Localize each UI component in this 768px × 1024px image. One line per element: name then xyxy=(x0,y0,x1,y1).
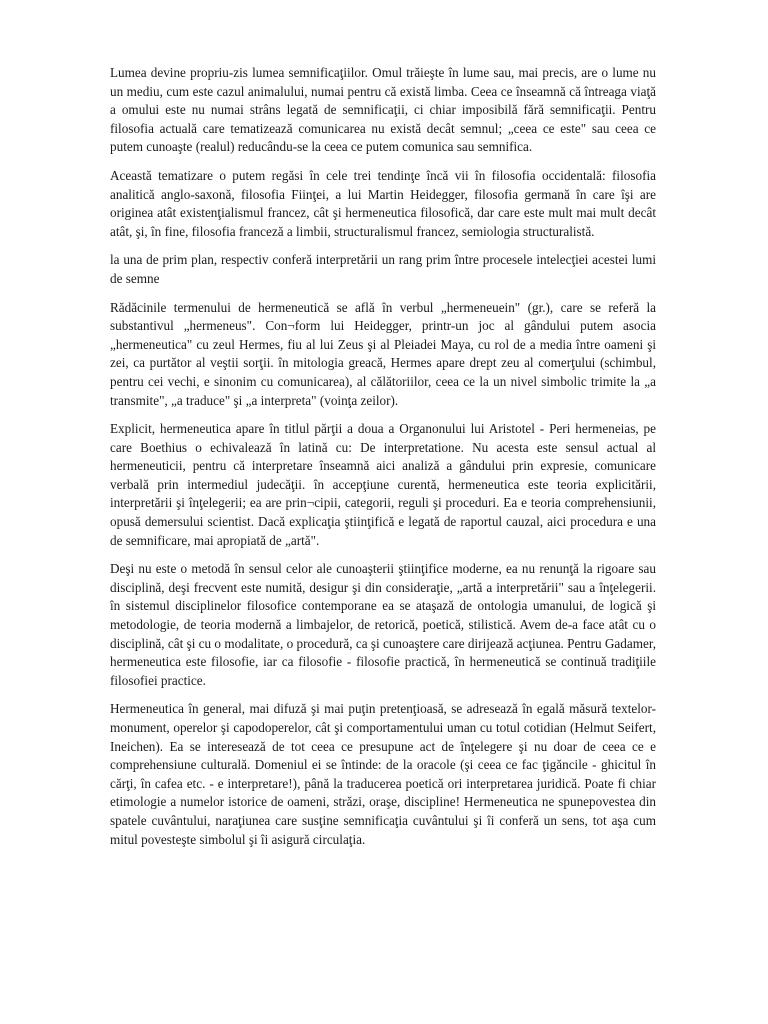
paragraph-radacini: Rădăcinile termenului de hermeneutică se află în verbul „hermeneuein" (gr.), care se referă la substantivul „hermeneus". Con¬form lui Heidegger, printr-un joc al gândului putem asocia „hermeneutica" cu zeul Hermes, fiu al lui Zeus şi al Pleiadei Maya, cu rol de a media între oameni şi zei, ca purtător al veştii sorţii. în mitologia greacă, Hermes apare drept zeu al comerţului (schimbul, pentru cei vechi, e sinonim cu comunicarea), al călătoriilor, ceea ce la un nivel simbolic trimite la „a transmite", „a traduce" şi „a interpreta" (voinţa zeilor). xyxy=(110,299,656,408)
document-page xyxy=(110,64,656,859)
paragraph-tematizare: Această tematizare o putem regăsi în cele trei tendinţe încă vii în filosofia occidentală: filosofia analitică anglo-saxonă, filosofia Fiinţei, a lui Martin Heidegger, filosofia germană în care îşi are originea atât existenţialismul francez, cât şi hermeneutica filosofică, dar care este mult mai mult decât atât, şi, în fine, filosofia franceză a limbii, structuralismul francez, semiologia structuralistă. xyxy=(110,167,656,239)
paragraph-hermeneutica-general: Hermeneutica în general, mai difuză şi mai puţin pretenţioasă, se adresează în egală măsură textelor-monument, operelor şi capodoperelor, cât şi comportamentului uman cu totul cotidian (Helmut Seifert, Ineichen). Ea se interesează de tot ceea ce presupune act de înţelegere şi nu doar de ceea ce e comprehensiune culturală. Domeniul ei se întinde: de la oracole (şi ceea ce fac ţigăncile - ghicitul în cărţi, în cafea etc. - e interpretare!), până la traducerea poetică ori interpretarea juridică. Poate fi chiar etimologie a numelor istorice de oameni, străzi, oraşe, discipline! Hermeneutica ne spunepovestea din spatele cuvântului, naraţiunea care susţine semnificaţia cuvântului şi îi conferă un sens, tot aşa cum mitul povesteşte simbolul şi îi asigură circulaţia. xyxy=(110,701,656,847)
paragraph-explicit: Explicit, hermeneutica apare în titlul părţii a doua a Organonului lui Aristotel - Peri hermeneias, pe care Boethius o echivalează în latină cu: De interpretatione. Nu acesta este sensul actual al hermeneuticii, pentru că interpretare înseamnă aici analiză a gândului prin expresie, comunicare verbală prin intermediul judecăţii. în accepţiune curentă, hermeneutica este teoria explicitării, interpretării şi înţelegerii; ea are prin¬cipii, categorii, reguli şi proceduri. Ea e teoria comprehensiunii, opusă demersului scientist. Dacă explicaţia ştiinţifică e legată de raportul cauzal, aici procedura e una de semnificare, mai apropiată de „artă". xyxy=(110,421,656,548)
paragraph-semnificatii: Lumea devine propriu-zis lumea semnificaţiilor. Omul trăieşte în lume sau, mai precis, are o lume nu un mediu, cum este cazul animalului, numai pentru că există limba. Ceea ce înseamnă că întreaga viaţă a omului este nu numai strâns legată de semnificaţii, ci chiar imposibilă fără semnificaţii. Pentru filosofia actuală care tematizează comunicarea nu există decât semnul; „ceea ce este" sau ceea ce putem cunoaşte (realul) reducându-se la ceea ce putem comunica sau semnifica. xyxy=(110,65,656,155)
paragraph-metoda: Deşi nu este o metodă în sensul celor ale cunoaşterii ştiinţifice moderne, ea nu renunţă la rigoare sau disciplină, deşi frecvent este numită, desigur şi din consideraţie, „artă a interpretării" sau a înţelegerii. în sistemul disciplinelor filosofice contemporane ea se ataşază de ontologia umanului, de logică şi metodologie, de teoria modernă a limbajelor, de retorică, poetică, stilistică. Avem de-a face atât cu o disciplină, cât şi cu o modalitate, o procedură, ca şi cunoaştere care dirijează acţiunea. Pentru Gadamer, hermeneutica este filosofie, iar ca filosofie - filosofie practică, în hermeneutică se continuă tradiţiile filosofiei practice. xyxy=(110,561,656,688)
paragraph-prim-plan: la una de prim plan, respectiv conferă interpretării un rang prim între procesele intelecţiei acestei lumi de semne xyxy=(110,252,656,286)
